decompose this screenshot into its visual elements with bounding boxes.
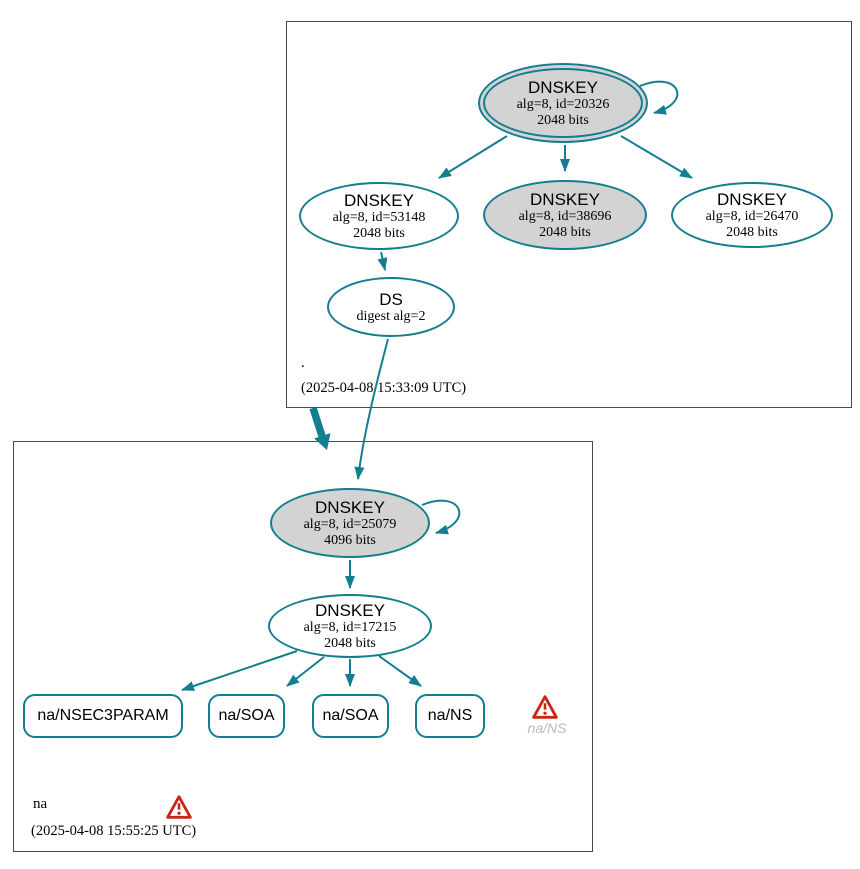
node-alg-label: alg=8, id=25079 [303, 516, 397, 532]
node-bits-label: 2048 bits [539, 224, 591, 240]
node-alg-label: alg=8, id=53148 [332, 209, 426, 225]
node-alg-label: alg=8, id=20326 [516, 96, 610, 112]
root-zone-name: . [301, 355, 305, 371]
node-type-label: DS [379, 289, 403, 309]
root-zone-timestamp: (2025-04-08 15:33:09 UTC) [301, 380, 467, 396]
node-type-label: DNSKEY [528, 77, 598, 97]
node-alg-label: alg=8, id=26470 [705, 208, 799, 224]
rrset-label: na/NSEC3PARAM [37, 707, 169, 724]
dnskey-node-17215[interactable] [268, 594, 432, 658]
node-type-label: DNSKEY [530, 189, 600, 209]
node-bits-label: 2048 bits [726, 224, 778, 240]
warning-icon[interactable] [166, 795, 192, 819]
rrset-label: na/NS [427, 707, 473, 724]
node-type-label: DNSKEY [717, 189, 787, 209]
dnskey-node-20326[interactable] [478, 63, 648, 143]
node-bits-label: 4096 bits [324, 532, 376, 548]
na-zone-timestamp: (2025-04-08 15:55:25 UTC) [31, 823, 197, 839]
node-bits-label: 2048 bits [537, 112, 589, 128]
missing-rrset-label: na/NS [527, 720, 567, 736]
dnskey-node-20326-inner-ring [483, 68, 643, 138]
dnskey-node-25079[interactable] [270, 488, 430, 558]
rrset-label: na/SOA [218, 707, 275, 724]
node-bits-label: 2048 bits [324, 635, 376, 651]
node-alg-label: alg=8, id=38696 [518, 208, 612, 224]
node-type-label: DNSKEY [315, 600, 385, 620]
ds-node[interactable] [327, 277, 455, 337]
rrset-node-soa-1[interactable] [208, 694, 285, 738]
node-type-label: DNSKEY [315, 497, 385, 517]
node-type-label: DNSKEY [344, 190, 414, 210]
dnskey-node-38696[interactable] [483, 180, 647, 250]
node-alg-label: alg=8, id=17215 [303, 619, 397, 635]
warning-icon[interactable] [532, 695, 558, 719]
rrset-label: na/SOA [322, 707, 379, 724]
rrset-node-soa-2[interactable] [312, 694, 389, 738]
rrset-node-nsec3param[interactable] [23, 694, 183, 738]
node-alg-label: digest alg=2 [356, 308, 426, 324]
dnskey-node-26470[interactable] [671, 182, 833, 248]
na-zone-name: na [33, 796, 48, 812]
node-bits-label: 2048 bits [353, 225, 405, 241]
dnskey-node-53148[interactable] [299, 182, 459, 250]
rrset-node-ns[interactable] [415, 694, 485, 738]
